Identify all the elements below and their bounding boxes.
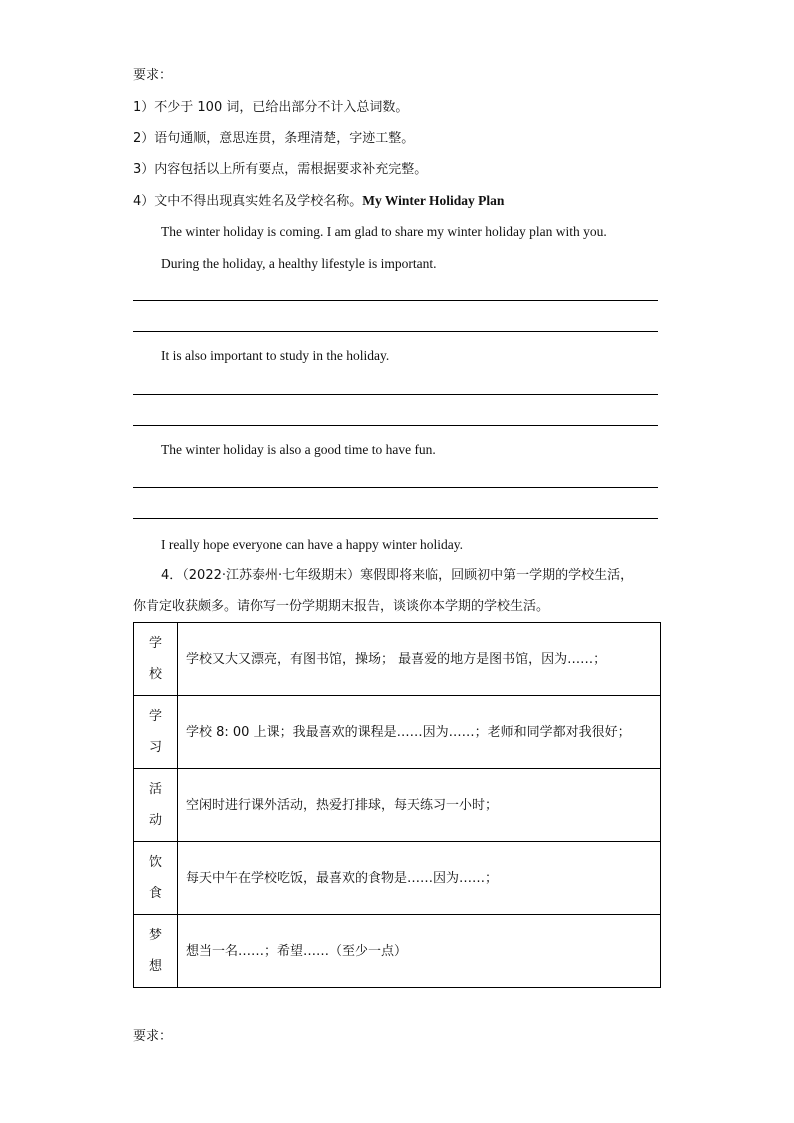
essay-paragraph-4: The winter holiday is also a good time to have fun. [161,442,436,457]
writing-line-6 [133,518,658,519]
table-row [134,842,661,915]
category-cell [134,623,178,696]
content-cell: 空闲时进行课外活动，热爱打排球，每天练习一小时； [178,769,661,842]
category-char: 动 [148,813,162,828]
content-cell: 学校 8: 00 上课；我最喜欢的课程是……因为……；老师和同学都对我很好； [178,696,661,769]
writing-line-1 [133,300,658,301]
table-row [134,769,661,842]
category-char: 学 [148,709,162,724]
essay-paragraph-3: It is also important to study in the holiday. [161,348,390,363]
requirements-heading: 要求： [133,68,173,83]
report-points-table [133,622,661,988]
question-4-line-1: 4．（2022·江苏泰州·七年级期末）寒假即将来临，回顾初中第一学期的学校生活， [161,568,634,583]
essay-title: My Winter Holiday Plan [362,193,505,208]
requirement-item-4-row [133,192,504,211]
writing-line-3 [133,394,658,395]
category-char: 梦 [148,928,162,943]
category-char: 学 [148,636,162,651]
category-cell [134,915,178,988]
footer-requirements-heading: 要求： [133,1029,173,1044]
essay-paragraph-2: During the holiday, a healthy lifestyle is important. [161,256,437,271]
table-row [134,623,661,696]
requirement-item-1: 1）不少于 100 词，已给出部分不计入总词数。 [133,100,409,115]
category-cell [134,769,178,842]
category-char: 想 [148,959,162,974]
requirement-item-2: 2）语句通顺，意思连贯，条理清楚，字迹工整。 [133,131,415,146]
category-cell [134,842,178,915]
content-cell: 想当一名……；希望……（至少一点） [178,915,661,988]
essay-paragraph-5: I really hope everyone can have a happy winter holiday. [161,537,463,552]
writing-line-2 [133,331,658,332]
writing-line-5 [133,487,658,488]
content-cell: 学校又大又漂亮，有图书馆，操场； 最喜爱的地方是图书馆，因为……； [178,623,661,696]
category-char: 校 [148,667,162,682]
category-cell [134,696,178,769]
writing-line-4 [133,425,658,426]
essay-paragraph-1: The winter holiday is coming. I am glad to share my winter holiday plan with you. [161,224,607,239]
content-cell: 每天中午在学校吃饭，最喜欢的食物是……因为……； [178,842,661,915]
table-row [134,696,661,769]
requirement-item-3: 3）内容包括以上所有要点，需根据要求补充完整。 [133,162,428,177]
requirement-item-4: 4）文中不得出现真实姓名及学校名称。 [133,194,363,209]
category-char: 饮 [148,855,162,870]
question-4-line-2: 你肯定收获颇多。请你写一份学期期末报告，谈谈你本学期的学校生活。 [133,599,550,614]
table-row [134,915,661,988]
category-char: 食 [148,886,162,901]
category-char: 活 [148,782,162,797]
category-char: 习 [148,740,162,755]
